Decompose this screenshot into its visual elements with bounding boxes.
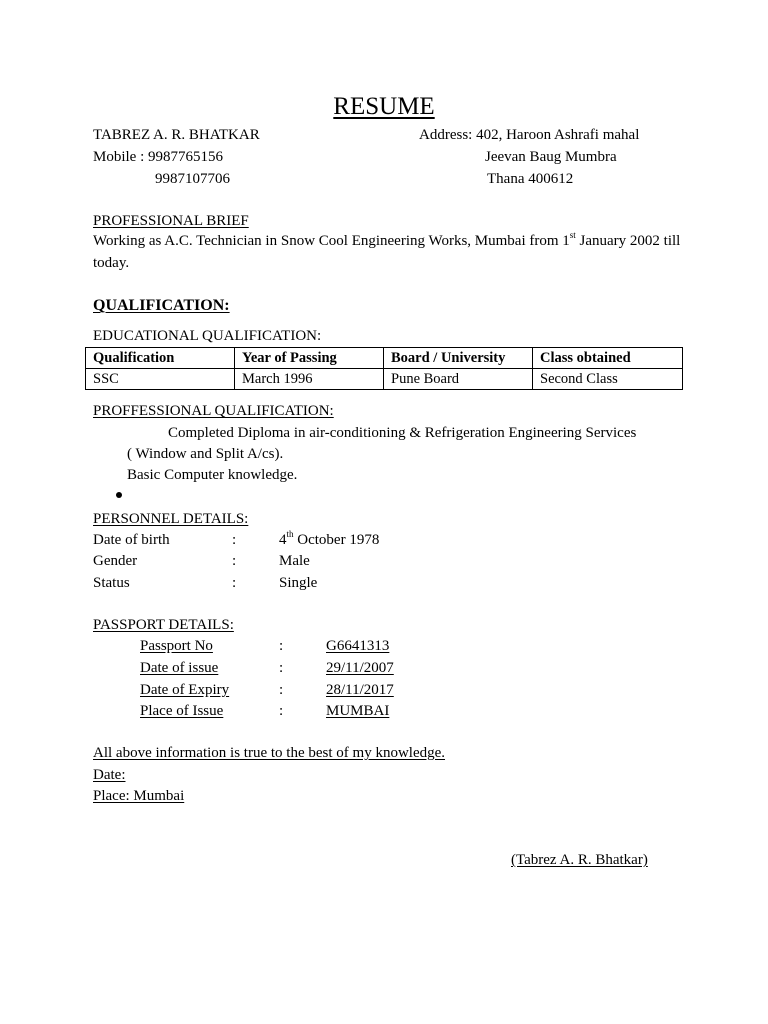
personnel-details-heading: PERSONNEL DETAILS: [93,511,249,527]
address-line-1: Address: 402, Haroon Ashrafi mahal [419,127,640,143]
date-of-expiry-separator: : [279,682,284,698]
place-of-issue-value: MUMBAI [326,703,390,719]
mobile-number-2: 9987107706 [155,171,230,187]
passport-no-separator: : [279,638,284,654]
column-header: Year of Passing [235,348,384,369]
date-of-issue-label: Date of issue [140,660,219,676]
diploma-line-1: Completed Diploma in air-conditioning & Refrigeration Engineering Services [168,425,637,441]
dob-value: 4th October 1978 [279,529,380,548]
table-cell: Pune Board [384,369,533,390]
diploma-line-2: ( Window and Split A/cs). [127,446,284,462]
professional-qualification-heading: PROFFESSIONAL QUALIFICATION: [93,403,334,419]
date-of-expiry-value: 28/11/2017 [326,682,394,698]
address-line-2: Jeevan Baug Mumbra [485,149,617,165]
passport-no-label: Passport No [140,638,213,654]
column-header: Class obtained [533,348,683,369]
ordinal-suffix: th [286,529,294,539]
bullet-point-icon [116,492,122,498]
mobile-number: Mobile : 9987765156 [93,149,223,165]
gender-label: Gender [93,553,138,569]
gender-value: Male [279,553,310,569]
table-cell: Second Class [533,369,683,390]
passport-details-heading: PASSPORT DETAILS: [93,617,234,633]
place-of-issue-separator: : [279,703,284,719]
table-cell: March 1996 [235,369,384,390]
ordinal-suffix: st [569,230,576,240]
status-label: Status [93,575,130,591]
date-of-expiry-label: Date of Expiry [140,682,230,698]
computer-knowledge: Basic Computer knowledge. [127,467,298,483]
status-value: Single [279,575,318,591]
status-separator: : [232,575,237,591]
date-of-issue-separator: : [279,660,284,676]
place-of-issue-label: Place of Issue [140,703,224,719]
dob-separator: : [232,532,237,548]
professional-brief-text: Working as A.C. Technician in Snow Cool Engineering Works, Mumbai from 1st January 2002 till today. [93,230,681,271]
professional-brief-heading: PROFESSIONAL BRIEF [93,213,249,229]
dob-label: Date of birth [93,532,170,548]
table-cell: SSC [86,369,235,390]
page-title: RESUME [333,93,435,120]
column-header: Board / University [384,348,533,369]
table-row [86,369,683,390]
candidate-name: TABREZ A. R. BHATKAR [93,127,260,143]
place-label: Place: Mumbai [93,788,185,804]
qualification-heading: QUALIFICATION: [93,297,230,314]
gender-separator: : [232,553,237,569]
passport-no-value: G6641313 [326,638,390,654]
education-table [85,347,683,390]
table-header-row [86,348,683,369]
date-label: Date: [93,767,126,783]
date-of-issue-value: 29/11/2007 [326,660,394,676]
declaration-statement: All above information is true to the best of my knowledge. [93,745,446,761]
column-header: Qualification [86,348,235,369]
address-line-3: Thana 400612 [487,171,574,187]
educational-qualification-heading: EDUCATIONAL QUALIFICATION: [93,328,322,344]
signature-name: (Tabrez A. R. Bhatkar) [511,852,648,868]
